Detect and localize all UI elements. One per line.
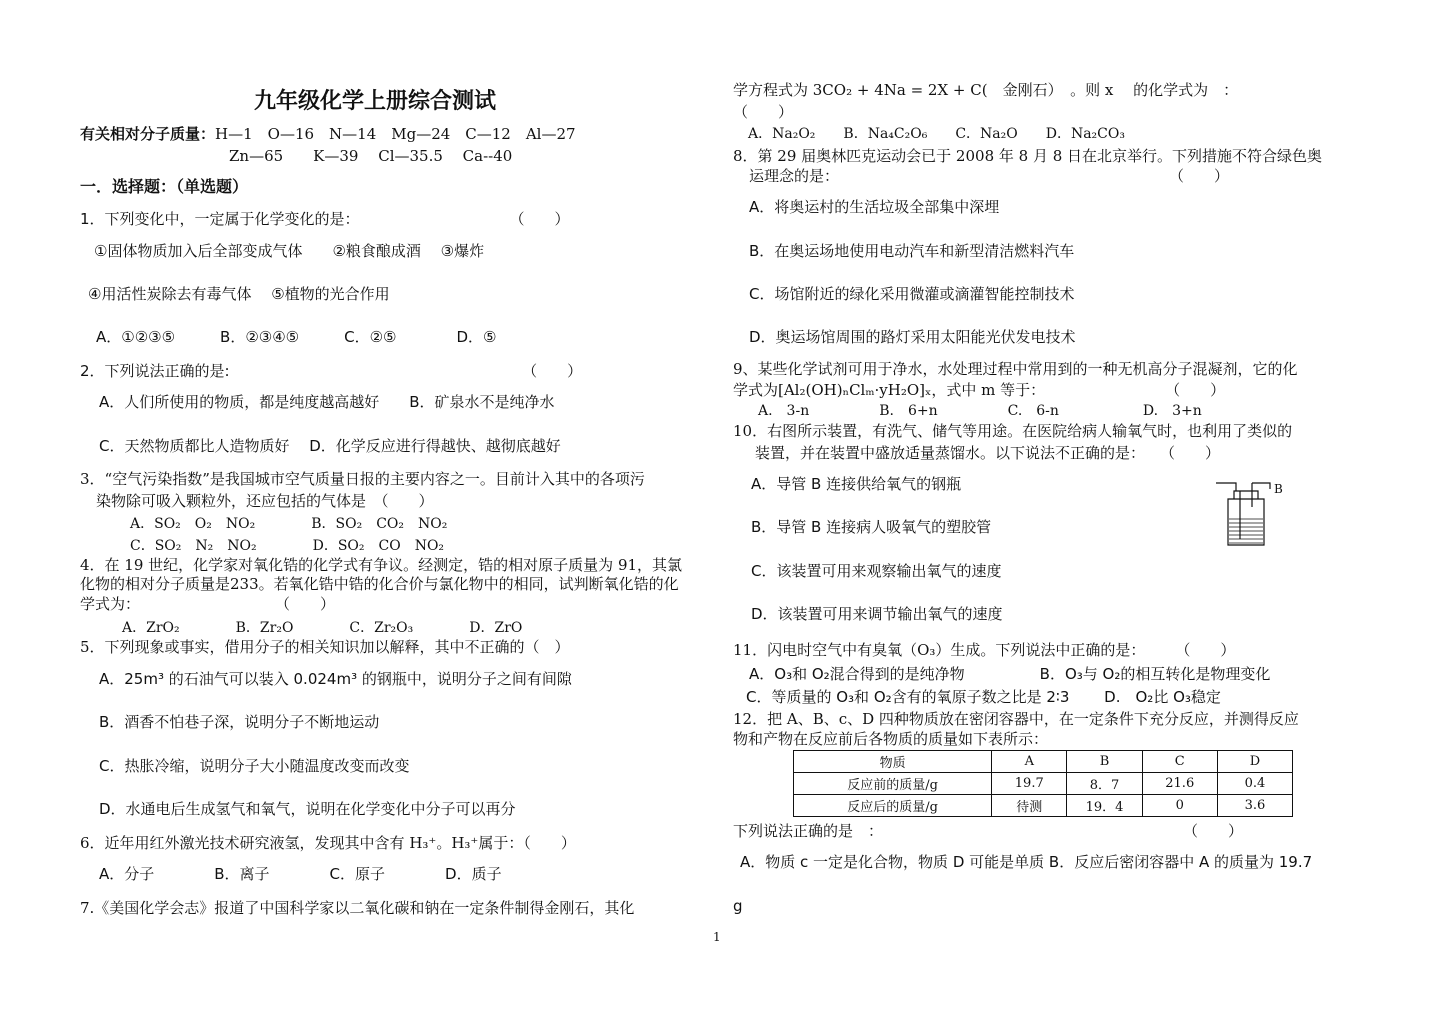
table-cell: 3.6: [1217, 795, 1292, 817]
q2-options-cd: C．天然物质都比人造物质好 D．化学反应进行得越快、越彻底越好: [99, 437, 561, 455]
q7-line-2: 学方程式为 3CO₂ + 4Na = 2X + C( 金刚石） 。则 x 的化学式为 ：: [733, 81, 1239, 99]
q8-option-d: D．奥运场馆周围的路灯采用太阳能光伏发电技术: [749, 328, 1076, 346]
table-header-cell: A: [992, 751, 1067, 773]
q12-line-1: 12．把 A、B、c、D 四种物质放在密闭容器中，在一定条件下充分反应，并测得反应: [733, 710, 1299, 728]
table-header-cell: 物质: [794, 751, 992, 773]
q2-stem: 2．下列说法正确的是: （ ）: [80, 362, 583, 380]
relative-mass-label: 有关相对分子质量：: [80, 125, 216, 143]
table-row: [794, 773, 1293, 795]
table-cell: 待测: [992, 795, 1067, 817]
q1-items-2: ④用活性炭除去有毒气体 ⑤植物的光合作用: [88, 285, 390, 303]
q12-options-line-2: g: [733, 897, 743, 915]
table-header-cell: C: [1142, 751, 1217, 773]
q9-options: A. 3-n B. 6+n C. 6-n D. 3+n: [758, 403, 1202, 419]
mass-table: [793, 750, 1293, 817]
q2-options-ab: A．人们所使用的物质，都是纯度越高越好 B．矿泉水不是纯净水: [99, 393, 555, 411]
relative-mass-values-2: Zn—65 K—39 Cl—35.5 Ca--40: [229, 147, 513, 165]
q10-line-1: 10．右图所示装置，有洗气、储气等用途。在医院给病人输氧气时，也利用了类似的: [733, 422, 1293, 440]
table-cell: 反应前的质量/g: [794, 773, 992, 795]
table-header-row: [794, 751, 1293, 773]
figure-label-b: B: [1274, 482, 1283, 496]
q5-option-c: C．热胀冷缩，说明分子大小随温度改变而改变: [99, 757, 410, 775]
q4-line-3: 学式为： （ ）: [80, 595, 336, 613]
q4-line-2: 化物的相对分子质量是233。若氧化锆中锆的化合价与氯化物中的相同，试判断氧化锆的化: [80, 575, 679, 593]
q1-options: A．①②③⑤ B．②③④⑤ C．②⑤ D．⑤: [96, 328, 497, 346]
table-cell: 8．7: [1067, 773, 1142, 795]
q8-line-1: 8．第 29 届奥林匹克运动会已于 2008 年 8 月 8 日在北京举行。下列措施不符合绿色奥: [733, 147, 1323, 165]
q7-options: A．Na₂O₂ B．Na₄C₂O₆ C．Na₂O D．Na₂CO₃: [748, 126, 1125, 142]
q10-option-c: C．该装置可用来观察输出氧气的速度: [751, 562, 1002, 580]
q3-stem-2: 染物除可吸入颗粒外，还应包括的气体是 （ ）: [96, 492, 434, 510]
q4-options: A．ZrO₂ B．Zr₂O C．Zr₂O₃ D．ZrO: [122, 620, 523, 636]
q7-line-3: （ ）: [733, 103, 794, 121]
q12-line-2: 物和产物在反应前后各物质的质量如下表所示：: [733, 730, 1049, 748]
q3-options-cd: C．SO₂ N₂ NO₂ D．SO₂ CO NO₂: [130, 538, 445, 554]
relative-mass-line-1: [80, 124, 576, 144]
table-header-cell: D: [1217, 751, 1292, 773]
table-cell: 0: [1142, 795, 1217, 817]
q5-option-d: D．水通电后生成氢气和氧气，说明在化学变化中分子可以再分: [99, 800, 516, 818]
q3-stem-1: 3．“空气污染指数”是我国城市空气质量日报的主要内容之一。目前计入其中的各项污: [80, 470, 645, 488]
q3-options-ab: A．SO₂ O₂ NO₂ B．SO₂ CO₂ NO₂: [130, 516, 448, 532]
q10-line-2: 装置，并在装置中盛放适量蒸馏水。以下说法不正确的是： （ ）: [755, 444, 1221, 462]
q7-line-1: 7.《美国化学会志》报道了中国科学家以二氧化碳和钠在一定条件制得金刚石，其化: [80, 899, 635, 917]
table-row: [794, 795, 1293, 817]
table-cell: 21.6: [1142, 773, 1217, 795]
table-cell: 19．4: [1067, 795, 1142, 817]
q8-option-b: B．在奥运场地使用电动汽车和新型清洁燃料汽车: [749, 242, 1075, 260]
relative-mass-values-1: H—1 O—16 N—14 Mg—24 C—12 Al—27: [215, 125, 576, 143]
q1-stem: 1．下列变化中，一定属于化学变化的是： （ ）: [80, 210, 570, 228]
q6-options: A．分子 B．离子 C．原子 D．质子: [99, 865, 502, 883]
q4-line-1: 4．在 19 世纪，化学家对氧化锆的化学式有争议。经测定，锆的相对原子质量为 91，其氯: [80, 556, 683, 574]
q12-options-line-1: A．物质 c 一定是化合物，物质 D 可能是单质 B．反应后密闭容器中 A 的质量为 19.7: [740, 853, 1313, 871]
table-cell: 反应后的质量/g: [794, 795, 992, 817]
q9-line-2: 学式为[Al₂(OH)ₙClₘ·yH₂O]ₓ，式中 m 等于： （ ）: [733, 381, 1226, 399]
table-header-cell: B: [1067, 751, 1142, 773]
q8-option-a: A．将奥运村的生活垃圾全部集中深埋: [749, 198, 1000, 216]
q5-option-b: B．酒香不怕巷子深，说明分子不断地运动: [99, 713, 380, 731]
page-title: 九年级化学上册综合测试: [254, 89, 497, 114]
section-heading: 一．选择题：（单选题）: [80, 177, 249, 196]
q10-option-d: D．该装置可用来调节输出氧气的速度: [751, 605, 1003, 623]
q8-line-2: 运理念的是： （ ）: [749, 167, 1230, 185]
q5-stem: 5．下列现象或事实，借用分子的相关知识加以解释，其中不正确的（ ）: [80, 638, 570, 656]
q1-items-1: ①固体物质加入后全部变成气体 ②粮食酿成酒 ③爆炸: [94, 242, 485, 260]
table-cell: 19.7: [992, 773, 1067, 795]
q11-stem: 11．闪电时空气中有臭氧（O₃）生成。下列说法中正确的是： （ ）: [733, 641, 1236, 659]
q12-after-table: 下列说法正确的是 ： （ ）: [733, 822, 1244, 840]
q10-option-b: B．导管 B 连接病人吸氧气的塑胶管: [751, 518, 992, 536]
table-cell: 0.4: [1217, 773, 1292, 795]
q6-stem: 6．近年用红外激光技术研究液氢，发现其中含有 H₃⁺。H₃⁺属于：（ ）: [80, 834, 576, 852]
page-number: 1: [713, 930, 721, 944]
q11-options-ab: A．O₃和 O₂混合得到的是纯净物 B．O₃与 O₂的相互转化是物理变化: [749, 665, 1271, 683]
q9-line-1: 9、某些化学试剂可用于净水，水处理过程中常用到的一种无机高分子混凝剂，它的化: [733, 360, 1298, 378]
q5-option-a: A．25m³ 的石油气可以装入 0.024m³ 的钢瓶中，说明分子之间有间隙: [99, 670, 572, 688]
q8-option-c: C．场馆附近的绿化采用微灌或滴灌智能控制技术: [749, 285, 1075, 303]
gas-washing-bottle-figure: [1214, 477, 1284, 549]
q10-option-a: A．导管 B 连接供给氧气的钢瓶: [751, 475, 962, 493]
q11-options-cd: C．等质量的 O₃和 O₂含有的氧原子数之比是 2∶3 D. O₂比 O₃稳定: [746, 688, 1221, 706]
